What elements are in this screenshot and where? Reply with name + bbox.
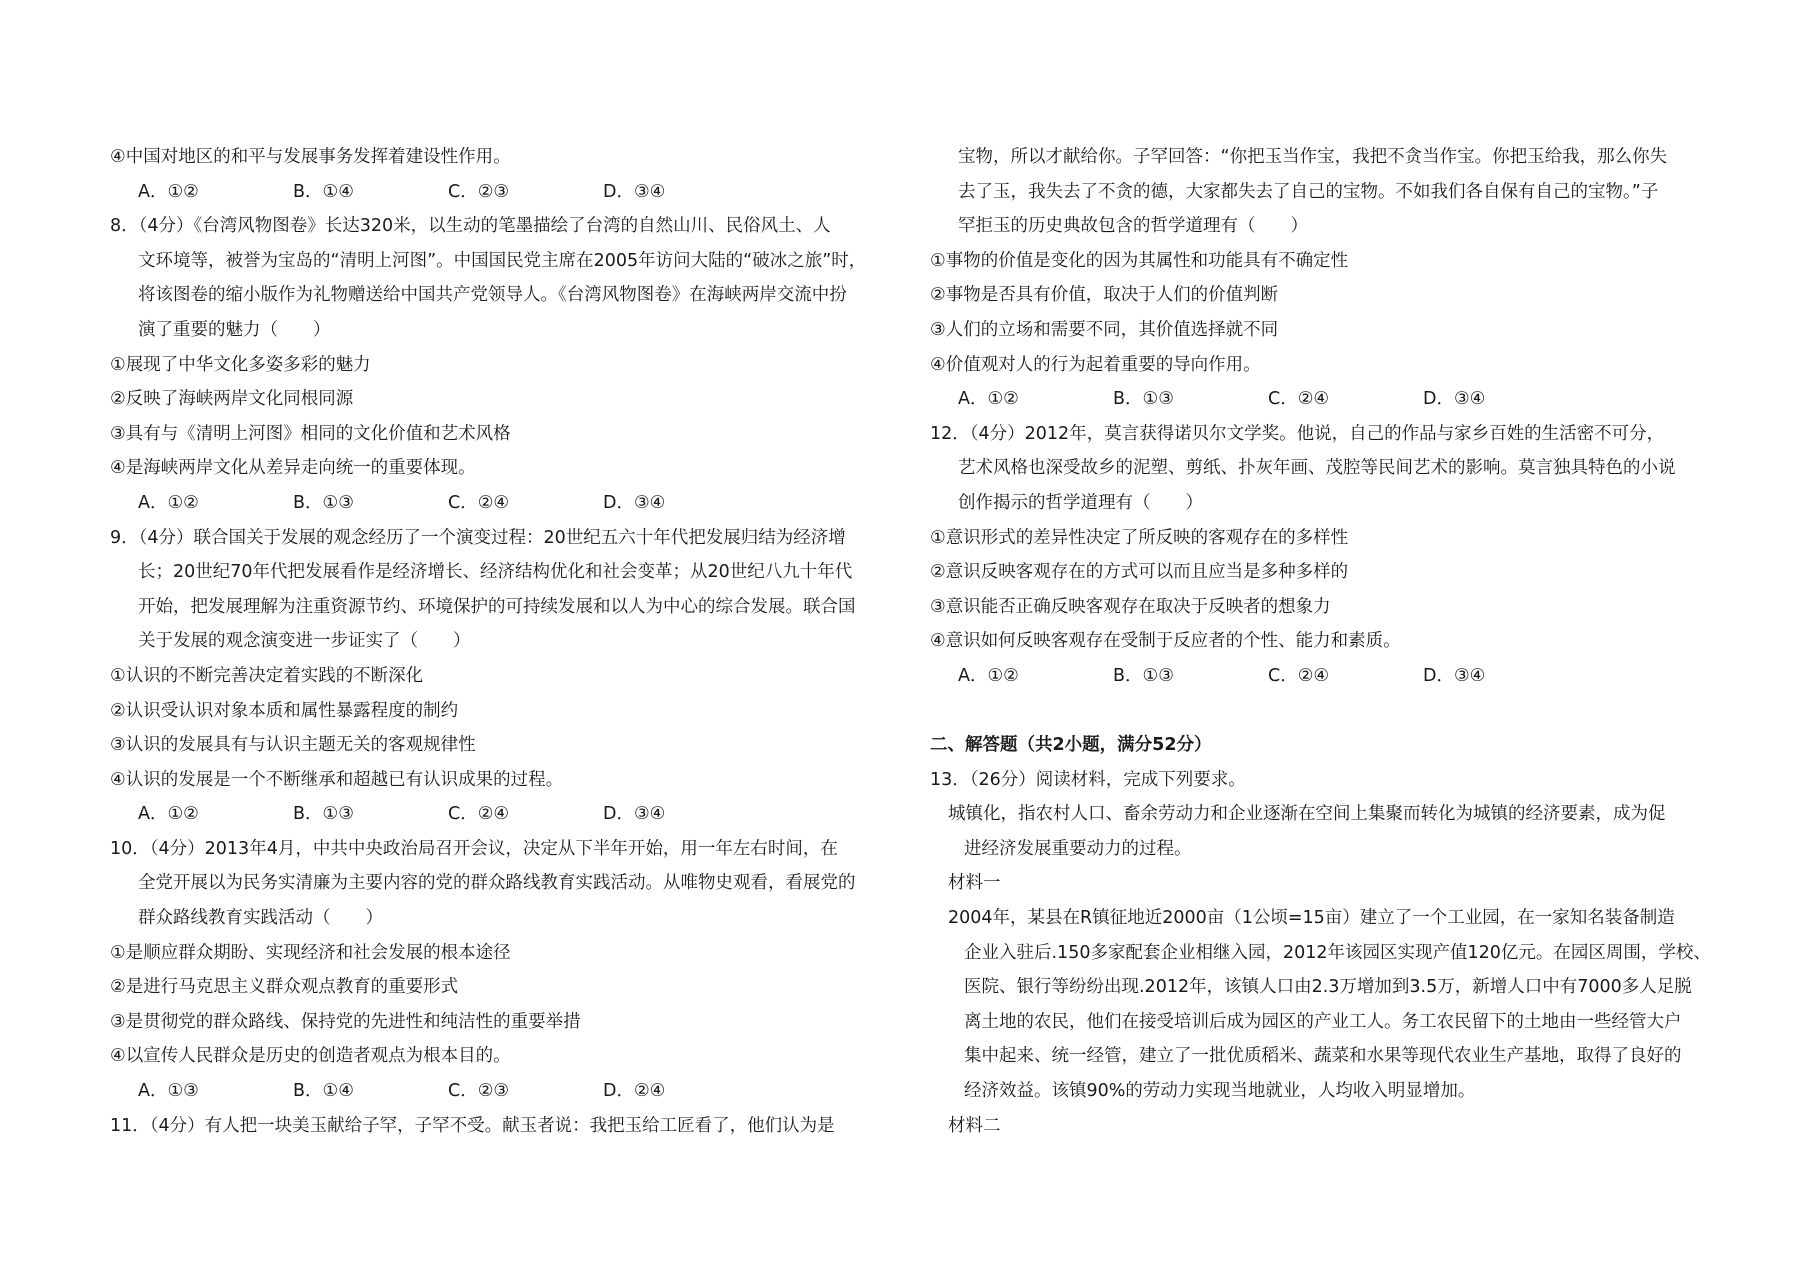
q9-option-c[interactable]: C．②④ <box>448 804 510 825</box>
q8-item-4: ④是海峡两岸文化从差异走向统一的重要体现。 <box>110 458 476 479</box>
q13-stem: 13．（26分）阅读材料，完成下列要求。 <box>930 769 1246 790</box>
q11-item-1: ①事物的价值是变化的因为其属性和功能具有不确定性 <box>930 250 1349 271</box>
q10-option-d[interactable]: D．②④ <box>603 1081 666 1102</box>
q10-stem: 10．（4分）2013年4月，中共中央政治局召开会议，决定从下半年开始，用一年左右时间，在 <box>110 838 838 859</box>
q9-stem-cont: 开始，把发展理解为注重资源节约、环境保护的可持续发展和以人为中心的综合发展。联合国 <box>138 596 856 617</box>
q12-options <box>930 659 1730 694</box>
right-column <box>930 140 1730 1143</box>
q12-item-2: ②意识反映客观存在的方式可以而且应当是多种多样的 <box>930 562 1349 583</box>
q12-option-a[interactable]: A．①② <box>958 665 1019 686</box>
q12-item-1: ①意识形式的差异性决定了所反映的客观存在的多样性 <box>930 527 1349 548</box>
q9-option-d[interactable]: D．③④ <box>603 804 666 825</box>
q9-item-4: ④认识的发展是一个不断继承和超越已有认识成果的过程。 <box>110 769 564 790</box>
q8-stem-cont: 文环境等，被誉为宝岛的“清明上河图”。中国国民党主席在2005年访问大陆的“破冰之旅”时， <box>138 250 867 271</box>
q11-option-d[interactable]: D．③④ <box>1423 389 1486 410</box>
q9-stem: 9．（4分）联合国关于发展的观念经历了一个演变过程：20世纪五六十年代把发展归结为经济增 <box>110 527 846 548</box>
q7-option-b[interactable]: B．①④ <box>293 181 354 202</box>
q9-option-b[interactable]: B．①③ <box>293 804 354 825</box>
q8-item-3: ③具有与《清明上河图》相同的文化价值和艺术风格 <box>110 423 511 444</box>
q12-stem: 12．（4分）2012年，莫言获得诺贝尔文学奖。他说，自己的作品与家乡百姓的生活密不可分， <box>930 423 1665 444</box>
q7-option-a[interactable]: A．①② <box>138 181 199 202</box>
q7-item-4: ④中国对地区的和平与发展事务发挥着建设性作用。 <box>110 147 511 167</box>
q11-stem-cont: 罕拒玉的历史典故包含的哲学道理有（ ） <box>958 216 1308 237</box>
q8-option-b[interactable]: B．①③ <box>293 492 354 513</box>
q8-option-d[interactable]: D．③④ <box>603 492 666 513</box>
q11-stem: 11．（4分）有人把一块美玉献给子罕，子罕不受。献玉者说：我把玉给工匠看了，他们认为是 <box>110 1115 835 1136</box>
q7-option-c[interactable]: C．②③ <box>448 181 510 202</box>
material-1-text: 经济效益。该镇90%的劳动力实现当地就业，人均收入明显增加。 <box>964 1081 1476 1102</box>
q10-option-a[interactable]: A．①③ <box>138 1081 199 1102</box>
q10-stem-cont: 全党开展以为民务实清廉为主要内容的党的群众路线教育实践活动。从唯物史观看，看展党的 <box>138 873 856 894</box>
q10-stem-cont: 群众路线教育实践活动（ ） <box>138 908 383 929</box>
q11-stem-cont: 去了玉，我失去了不贪的德，大家都失去了自己的宝物。不如我们各自保有自己的宝物。”子 <box>958 181 1659 202</box>
q10-options <box>110 1074 910 1109</box>
q12-option-d[interactable]: D．③④ <box>1423 665 1486 686</box>
q12-option-c[interactable]: C．②④ <box>1268 665 1330 686</box>
q9-stem-cont: 关于发展的观念演变进一步证实了（ ） <box>138 631 471 652</box>
q9-option-a[interactable]: A．①② <box>138 804 199 825</box>
section-heading: 二、解答题（共2小题，满分52分） <box>930 735 1212 756</box>
q9-item-3: ③认识的发展具有与认识主题无关的客观规律性 <box>110 735 476 756</box>
material-1-text: 企业入驻后.150多家配套企业相继入园，2012年该园区实现产值120亿元。在园区周围，学校、 <box>964 942 1711 963</box>
q9-stem-cont: 长；20世纪70年代把发展看作是经济增长、经济结构优化和社会变革；从20世纪八九十年代 <box>138 562 853 583</box>
q12-stem-cont: 创作揭示的哲学道理有（ ） <box>958 492 1203 513</box>
q12-item-4: ④意识如何反映客观存在受制于反应者的个性、能力和素质。 <box>930 631 1401 652</box>
q8-item-1: ①展现了中华文化多姿多彩的魅力 <box>110 354 371 375</box>
q11-item-3: ③人们的立场和需要不同，其价值选择就不同 <box>930 319 1279 340</box>
q7-options <box>110 175 910 210</box>
q13-intro-cont: 进经济发展重要动力的过程。 <box>964 838 1192 859</box>
q8-stem: 8．（4分）《台湾风物图卷》长达320米，以生动的笔墨描绘了台湾的自然山川、民俗风土、人 <box>110 216 831 237</box>
material-1-text: 医院、银行等纷纷出现.2012年，该镇人口由2.3万增加到3.5万，新增人口中有7000多人足脱 <box>964 977 1692 998</box>
q11-option-c[interactable]: C．②④ <box>1268 389 1330 410</box>
q9-item-1: ①认识的不断完善决定着实践的不断深化 <box>110 665 424 686</box>
material-1-label: 材料一 <box>948 873 1001 894</box>
q10-option-b[interactable]: B．①④ <box>293 1081 354 1102</box>
left-column <box>110 140 910 1143</box>
q9-item-2: ②认识受认识对象本质和属性暴露程度的制约 <box>110 700 459 721</box>
material-1-text: 离土地的农民，他们在接受培训后成为园区的产业工人。务工农民留下的土地由一些经管大户 <box>964 1011 1682 1032</box>
q8-options <box>110 486 910 521</box>
q12-stem-cont: 艺术风格也深受故乡的泥塑、剪纸、扑灰年画、茂腔等民间艺术的影响。莫言独具特色的小说 <box>958 458 1676 479</box>
q12-option-b[interactable]: B．①③ <box>1113 665 1174 686</box>
material-1-text: 集中起来、统一经管，建立了一批优质稻米、蔬菜和水果等现代农业生产基地，取得了良好的 <box>964 1046 1682 1067</box>
q7-option-d[interactable]: D．③④ <box>603 181 666 202</box>
q10-item-3: ③是贯彻党的群众路线、保持党的先进性和纯洁性的重要举措 <box>110 1011 581 1032</box>
q8-option-c[interactable]: C．②④ <box>448 492 510 513</box>
q8-stem-cont: 将该图卷的缩小版作为礼物赠送给中国共产党领导人。《台湾风物图卷》在海峡两岸交流中扮 <box>138 285 847 306</box>
material-2-label: 材料二 <box>948 1115 1001 1136</box>
q9-options <box>110 797 910 832</box>
q11-options <box>930 382 1730 417</box>
q8-stem-cont: 演了重要的魅力（ ） <box>138 319 331 340</box>
q12-item-3: ③意识能否正确反映客观存在取决于反映者的想象力 <box>930 596 1331 617</box>
q11-stem-cont: 宝物，所以才献给你。子罕回答：“你把玉当作宝，我把不贪当作宝。你把玉给我，那么你失 <box>958 147 1668 167</box>
q11-item-2: ②事物是否具有价值，取决于人们的价值判断 <box>930 285 1279 306</box>
q11-item-4: ④价值观对人的行为起着重要的导向作用。 <box>930 354 1261 375</box>
q13-intro: 城镇化，指农村人口、畜余劳动力和企业逐渐在空间上集聚而转化为城镇的经济要素，成为促 <box>948 804 1666 825</box>
material-1-text: 2004年，某县在R镇征地近2000亩（1公顷=15亩）建立了一个工业园，在一家知名装备制造 <box>948 908 1675 929</box>
q10-item-2: ②是进行马克思主义群众观点教育的重要形式 <box>110 977 459 998</box>
q10-item-4: ④以宣传人民群众是历史的创造者观点为根本目的。 <box>110 1046 511 1067</box>
q8-item-2: ②反映了海峡两岸文化同根同源 <box>110 389 354 410</box>
q10-option-c[interactable]: C．②③ <box>448 1081 510 1102</box>
q8-option-a[interactable]: A．①② <box>138 492 199 513</box>
q10-item-1: ①是顺应群众期盼、实现经济和社会发展的根本途径 <box>110 942 511 963</box>
q11-option-b[interactable]: B．①③ <box>1113 389 1174 410</box>
q11-option-a[interactable]: A．①② <box>958 389 1019 410</box>
